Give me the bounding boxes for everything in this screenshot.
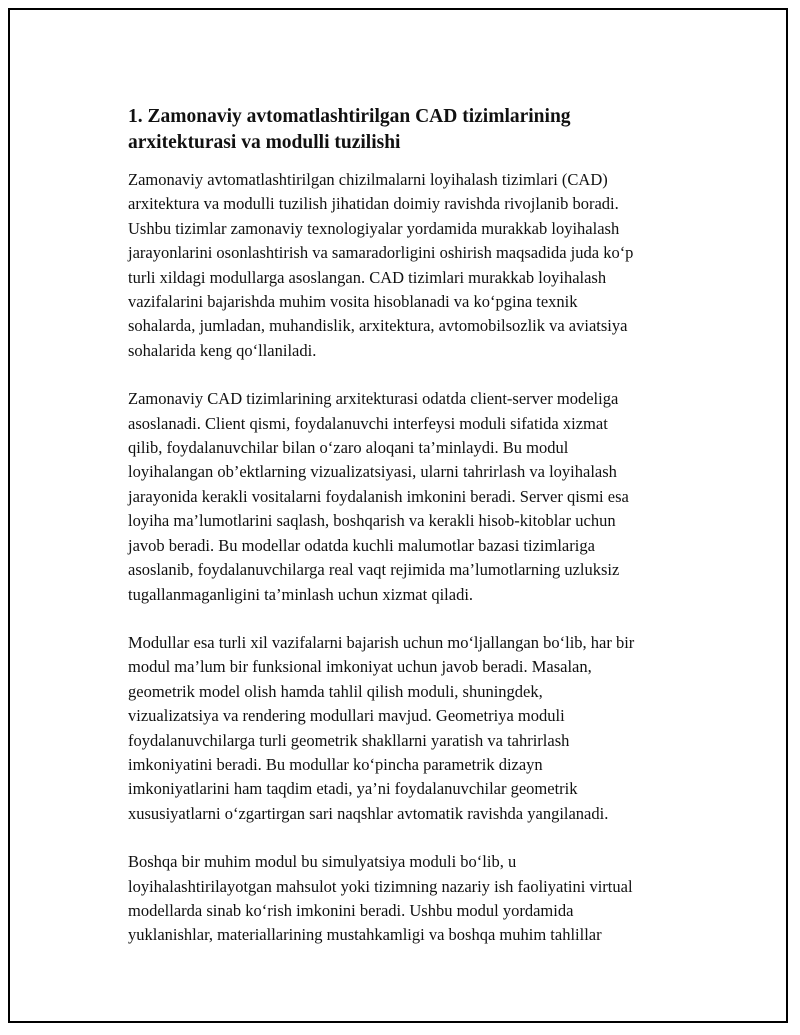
text-line: javob beradi. Bu modellar odatda kuchli malumotlar bazasi tizimlariga [128, 535, 595, 555]
paragraph-3 [128, 631, 708, 826]
text-line: loyihalangan ob’ektlarning vizualizatsiyasi, ularni tahrirlash va loyihalash [128, 462, 617, 482]
text-line: modul ma’lum bir funksional imkoniyat uchun javob beradi. Masalan, [128, 657, 592, 677]
text-line: asoslanadi. Client qismi, foydalanuvchi interfeysi moduli sifatida xizmat [128, 413, 608, 433]
text-line: vazifalarini bajarishda muhim vosita hisoblanadi va ko‘pgina texnik [128, 292, 578, 312]
text-line: Ushbu tizimlar zamonaviy texnologiyalar yordamida murakkab loyihalash [128, 218, 620, 238]
text-line: modellarda sinab ko‘rish imkonini beradi. Ushbu modul yordamida [128, 900, 574, 920]
text-line: Zamonaviy avtomatlashtirilgan chizilmalarni loyihalash tizimlari (CAD) [128, 170, 608, 189]
text-line: xususiyatlarni o‘zgartirgan sari naqshlar avtomatik ravishda yangilanadi. [128, 803, 609, 823]
text-line: jarayonida kerakli vositalarni foydalanish imkonini beradi. Server qismi esa [128, 486, 629, 506]
text-line: sohalarida keng qo‘llaniladi. [128, 340, 317, 360]
text-line: imkoniyatini beradi. Bu modullar ko‘pincha parametrik dizayn [128, 754, 543, 774]
text-line: sohalarda, jumladan, muhandislik, arxitektura, avtomobilsozlik va aviatsiya [128, 316, 628, 336]
text-line: jarayonlarini osonlashtirish va samaradorligini oshirish maqsadida juda ko‘p [128, 243, 634, 263]
text-line: geometrik model olish hamda tahlil qilish moduli, shuningdek, [128, 681, 543, 701]
paragraph-2 [128, 387, 708, 607]
paragraph-1 [128, 168, 708, 363]
text-line: asoslanib, foydalanuvchilarga real vaqt rejimida ma’lumotlarning uzluksiz [128, 560, 620, 580]
page-frame [8, 8, 788, 1023]
text-line: tugallanmaganligini ta’minlash uchun xizmat qiladi. [128, 584, 474, 604]
text-line: imkoniyatlarini ham taqdim etadi, ya’ni foydalanuvchilar geometrik [128, 779, 578, 799]
text-line: vizualizatsiya va rendering modullari mavjud. Geometriya moduli [128, 706, 565, 726]
paragraph-4 [128, 850, 708, 948]
document-body [128, 104, 708, 972]
text-line: loyiha ma’lumotlarini saqlash, boshqarish va kerakli hisob-kitoblar uchun [128, 511, 616, 531]
text-line: qilib, foydalanuvchilar bilan o‘zaro aloqani ta’minlaydi. Bu modul [128, 438, 569, 458]
text-line: foydalanuvchilarga turli geometrik shakllarni yaratish va tahrirlash [128, 730, 570, 750]
section-title-line: arxitekturasi va modulli tuzilishi [128, 132, 401, 153]
section-title-line: 1. Zamonaviy avtomatlashtirilgan CAD tizimlarining [128, 106, 571, 127]
text-line: loyihalashtirilayotgan mahsulot yoki tizimning nazariy ish faoliyatini virtual [128, 876, 633, 896]
text-line: turli xildagi modullarga asoslangan. CAD tizimlari murakkab loyihalash [128, 267, 607, 287]
text-line: yuklanishlar, materiallarining mustahkamligi va boshqa muhim tahlillar [128, 925, 602, 945]
text-line: Zamonaviy CAD tizimlarining arxitekturasi odatda client-server modeliga [128, 389, 619, 409]
text-line: Modullar esa turli xil vazifalarni bajarish uchun mo‘ljallangan bo‘lib, har bir [128, 632, 635, 652]
text-line: Boshqa bir muhim modul bu simulyatsiya moduli bo‘lib, u [128, 852, 517, 872]
text-line: arxitektura va modulli tuzilish jihatidan doimiy ravishda rivojlanib boradi. [128, 194, 619, 214]
section-title [128, 104, 708, 156]
